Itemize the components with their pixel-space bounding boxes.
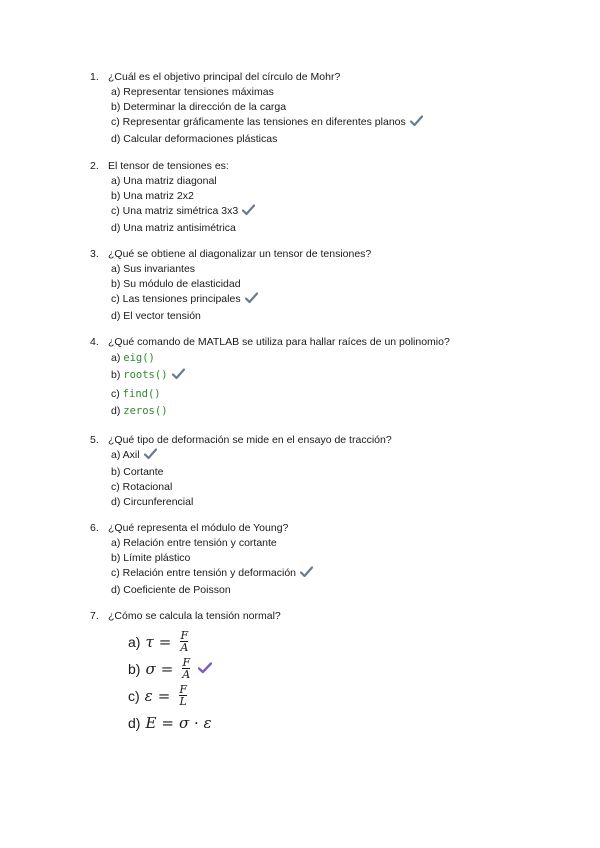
option-b: b) Cortante (111, 466, 164, 478)
question-number: 2. (90, 160, 99, 172)
fraction: $\frac{F}{A}$ (180, 629, 189, 654)
code-text: roots() (123, 369, 168, 381)
code-text: find() (122, 388, 161, 400)
question-text: ¿Cómo se calcula la tensión normal? (108, 610, 281, 622)
option-a: a) eig() (111, 352, 155, 364)
question-text: ¿Qué tipo de deformación se mide en el ensayo de tracción? (108, 434, 392, 446)
question-text: ¿Qué representa el módulo de Young? (108, 522, 289, 534)
option-c: c) Rotacional (111, 481, 173, 493)
checkmark-icon (300, 566, 313, 583)
checkmark-icon (242, 204, 255, 221)
option-c: c) Relación entre tensión y deformación (90, 566, 570, 583)
question-3 (90, 247, 570, 324)
question-text: ¿Cuál es el objetivo principal del círculo de Mohr? (108, 71, 341, 83)
question-6 (90, 521, 570, 598)
formula-option-b: b) σ = $\frac{F}{A}$ (90, 655, 570, 682)
option-a: a) Relación entre tensión y cortante (111, 537, 277, 549)
question-text: ¿Qué comando de MATLAB se utiliza para hallar raíces de un polinomio? (108, 336, 450, 348)
option-d: d) zeros() (111, 405, 168, 417)
option-b: b) Su módulo de elasticidad (111, 278, 241, 290)
option-b: b) Determinar la dirección de la carga (111, 101, 287, 113)
question-number: 7. (90, 610, 99, 622)
question-2 (90, 159, 570, 236)
option-d: d) Coeficiente de Poisson (111, 584, 231, 596)
option-c: c) find() (111, 388, 161, 400)
option-a: a) Axil (90, 448, 570, 465)
question-text: El tensor de tensiones es: (108, 160, 229, 172)
option-c: c) Representar gráficamente las tensiones en diferentes planos (90, 115, 570, 132)
option-c: c) Las tensiones principales (90, 292, 570, 309)
question-5 (90, 433, 570, 510)
question-number: 3. (90, 248, 99, 260)
question-number: 6. (90, 522, 99, 534)
option-b: b) Una matriz 2x2 (111, 190, 194, 202)
checkmark-icon (198, 660, 212, 678)
option-d: d) Circunferencial (111, 496, 194, 508)
question-number: 1. (90, 71, 99, 83)
option-d: d) Calcular deformaciones plásticas (111, 133, 278, 145)
fraction: $\frac{F}{L}$ (179, 683, 187, 708)
formula-option-a: a) τ = $\frac{F}{A}$ (128, 629, 189, 654)
option-d: d) Una matriz antisimétrica (111, 222, 236, 234)
checkmark-icon (410, 115, 423, 132)
checkmark-icon (172, 368, 185, 386)
fraction: $\frac{F}{A}$ (182, 656, 191, 681)
question-number: 5. (90, 434, 99, 446)
option-b: b) Límite plástico (111, 552, 191, 564)
option-b: b) roots() (90, 367, 570, 386)
option-a: a) Una matriz diagonal (111, 175, 217, 187)
question-4 (90, 335, 570, 420)
option-a: a) Sus invariantes (111, 263, 196, 275)
question-1 (90, 70, 570, 147)
option-a: a) Representar tensiones máximas (111, 86, 274, 98)
formula-option-c: c) ε = $\frac{F}{L}$ (128, 683, 187, 708)
code-text: eig() (123, 352, 155, 364)
question-7 (90, 609, 570, 736)
checkmark-icon (144, 448, 157, 465)
option-d: d) El vector tensión (111, 310, 201, 322)
code-text: zeros() (123, 405, 168, 417)
question-number: 4. (90, 336, 99, 348)
formula-option-d: d) E = σ · ε (128, 713, 212, 732)
checkmark-icon (245, 292, 258, 309)
question-text: ¿Qué se obtiene al diagonalizar un tensor de tensiones? (108, 248, 372, 260)
option-c: c) Una matriz simétrica 3x3 (90, 204, 570, 221)
